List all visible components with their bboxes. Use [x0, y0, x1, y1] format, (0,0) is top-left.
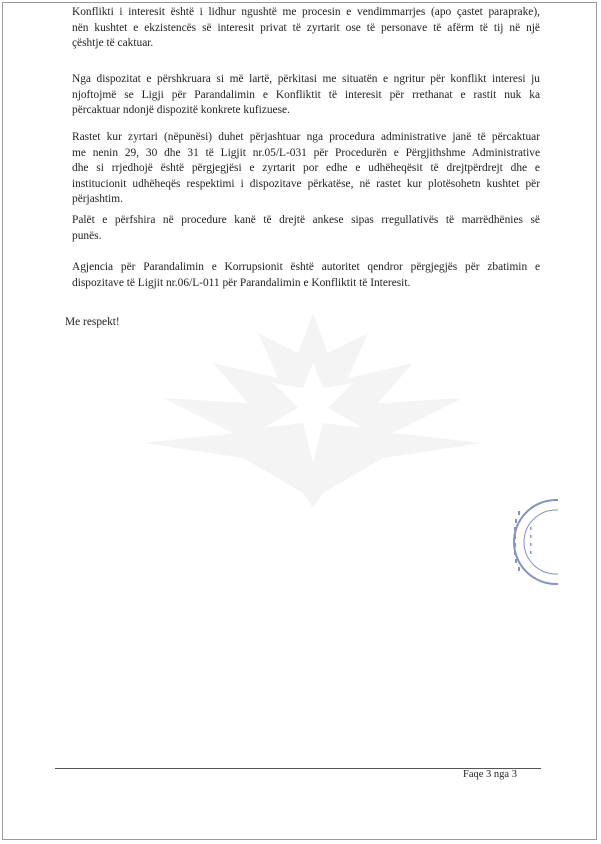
text-line: punës.: [72, 229, 102, 242]
paragraph-exclusion-cases: [72, 130, 540, 208]
text-line: çështje të caktuar.: [72, 37, 154, 49]
eagle-watermark-icon: [123, 293, 503, 513]
text-line: me nenin 29, 30 dhe 31 të Ligjit nr.05/L-031 për Procedurën e Përgjithshme Administrative: [72, 146, 540, 159]
text-line: Palët e përfshira në procedure kanë të drejtë ankese sipas rregullativës të marrëdhënies së: [72, 214, 540, 226]
text-line: dispozitave të Ligjit nr.06/L-011 për Parandalimin e Konfliktit të Interesit.: [72, 276, 411, 289]
document-page: [2, 2, 597, 840]
text-line: Nga dispozitat e përshkruara si më lartë, përkitasi me situatën e ngritur për konflikt interesi ju: [72, 73, 540, 85]
closing-salutation: Me respekt!: [65, 316, 120, 328]
text-line: Konflikti i interesit është i lidhur ngushtë me procesin e vendimmarrjes (apo çastet paraprake),: [72, 6, 540, 18]
paragraph-agency-authority: [72, 260, 540, 291]
text-line: dhe si rrjedhojë është përgjegjësi e zyrtarit por edhe e udhëheqësit të drejtpërdrejt dhe e: [72, 162, 540, 174]
page-number: Faqe 3 nga 3: [463, 769, 517, 780]
text-line: Agjencia për Parandalimin e Korrupsionit është autoritet qendror përgjegjës për zbatimin e: [72, 261, 540, 273]
text-line: Rastet kur zyrtari (nëpunësi) duhet përjashtuar nga procedura administrative janë të përcaktuar: [72, 131, 540, 143]
paragraph-notification: [72, 72, 540, 119]
text-line: nën kushtet e ekzistencës së interesit privat të zyrtarit ose të personave të afërm të tij në një: [72, 21, 540, 34]
paragraph-conflict-definition: [72, 5, 540, 52]
paragraph-appeal-right: [72, 213, 540, 244]
text-line: përjashtim.: [72, 193, 123, 205]
round-stamp-icon: [508, 497, 558, 587]
text-line: përcaktuar ndonjë dispozitë konkrete kufizuese.: [72, 104, 290, 116]
text-line: institucionit udhëheqës respektimi i dispozitave përkatëse, në rastet kur plotësohetn kushtet për: [72, 177, 540, 190]
text-line: njoftojmë se Ligji për Parandalimin e Konfliktit të interesit për rrethanat e rastit nuk ka: [72, 88, 540, 101]
